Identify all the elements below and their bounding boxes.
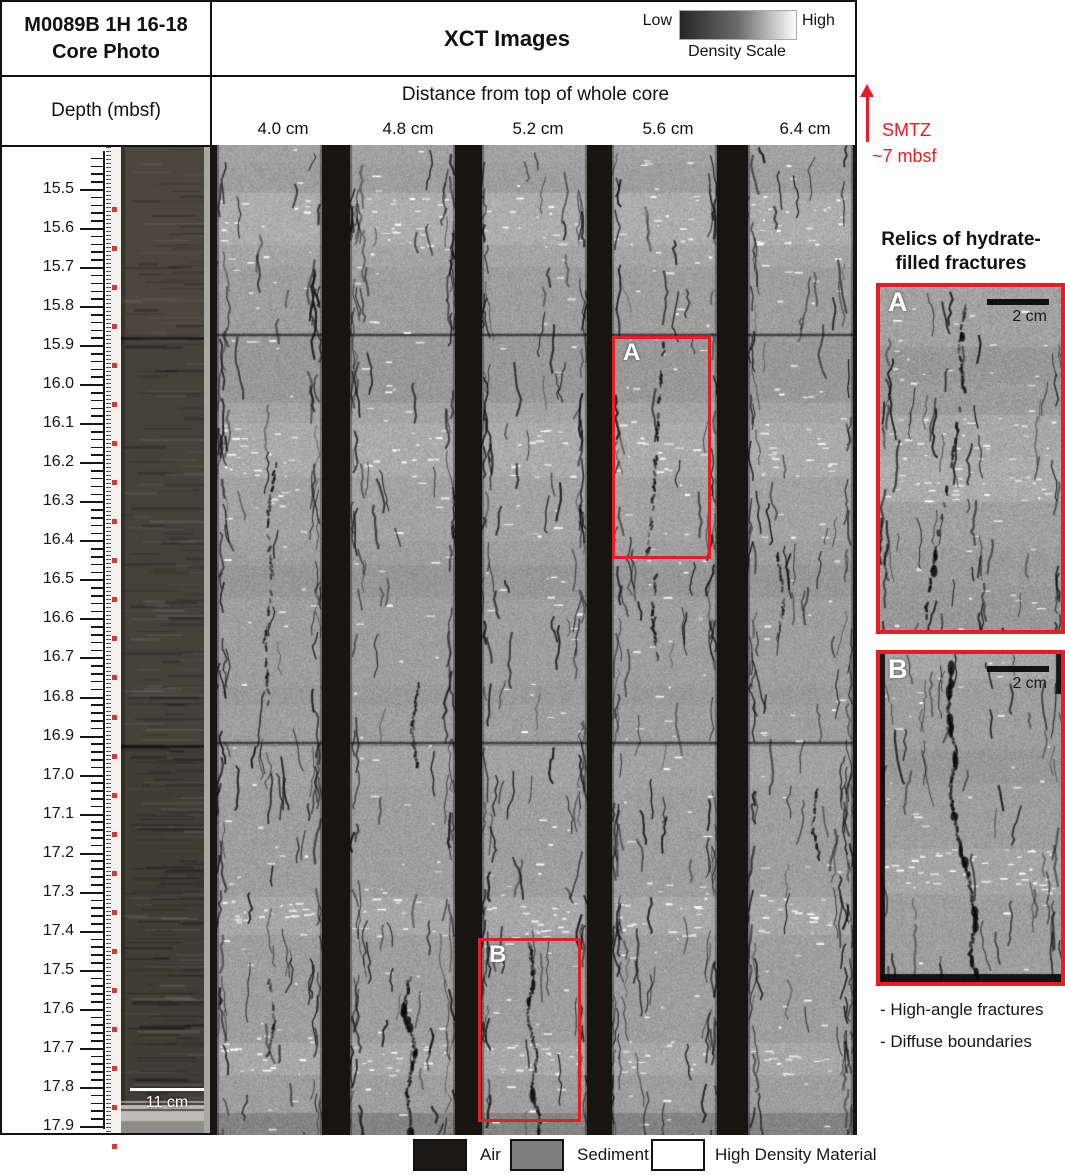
depth-tick-label: 15.9 xyxy=(42,336,74,354)
legend-swatch-sediment xyxy=(510,1139,564,1171)
tape-cm-mark xyxy=(112,480,117,485)
depth-tick-label: 17.9 xyxy=(42,1116,74,1134)
depth-scale-spine xyxy=(103,151,105,1129)
depth-tick-label: 15.5 xyxy=(42,180,74,197)
highlight-box-b xyxy=(478,938,581,1122)
density-high-label: High xyxy=(802,12,835,29)
depth-tick-label: 16.5 xyxy=(42,570,74,588)
depth-major-tick xyxy=(80,423,104,425)
depth-major-tick xyxy=(80,306,104,308)
tape-cm-mark xyxy=(112,402,117,407)
depth-tick-label: 15.7 xyxy=(42,258,74,276)
zoom-panel-b-scalebar-label: 2 cm xyxy=(1012,675,1047,692)
tape-cm-mark xyxy=(112,363,117,368)
core-photo-header-box xyxy=(0,0,212,77)
depth-tick-label: 17.2 xyxy=(42,843,74,861)
tape-cm-mark xyxy=(112,207,117,212)
zoom-panel-a-scalebar-label: 2 cm xyxy=(1012,308,1047,325)
depth-tick-label: 16.3 xyxy=(42,492,74,510)
depth-tick-label: 17.3 xyxy=(42,882,74,900)
depth-tick-label: 15.6 xyxy=(42,219,74,237)
core-photo-scalebar xyxy=(130,1088,204,1091)
tape-cm-mark xyxy=(112,793,117,798)
tape-cm-mark xyxy=(112,519,117,524)
tape-cm-mark xyxy=(112,754,117,759)
tape-cm-mark xyxy=(112,1105,117,1110)
core-photo-scalebar-label: 11 cm xyxy=(145,1094,189,1111)
density-legend xyxy=(0,1139,1065,1173)
density-gradient-bar xyxy=(679,10,797,40)
right-panel-title xyxy=(857,228,1065,276)
legend-label-high-density: High Density Material xyxy=(715,1145,877,1164)
xct-strip-6-4cm xyxy=(748,145,853,1135)
legend-swatch-air xyxy=(413,1139,467,1171)
depth-major-tick xyxy=(80,462,104,464)
depth-major-tick xyxy=(80,775,104,777)
tape-cm-mark xyxy=(112,910,117,915)
depth-tick-label: 17.5 xyxy=(42,960,74,978)
depth-major-tick xyxy=(80,814,104,816)
depth-major-tick xyxy=(80,228,104,230)
core-photo-title-line2: Core Photo xyxy=(52,40,160,63)
depth-tick-label: 16.0 xyxy=(42,375,74,393)
zoom-panel-a-image xyxy=(880,287,1061,630)
highlight-box-a-label: A xyxy=(623,339,641,366)
right-panel-title-line2: filled fractures xyxy=(895,252,1027,274)
depth-major-tick xyxy=(80,579,104,581)
zoom-panel-a-scalebar xyxy=(987,299,1049,305)
depth-tick-label: 17.8 xyxy=(42,1077,74,1095)
zoom-panel-a xyxy=(876,283,1065,634)
tape-cm-mark xyxy=(112,246,117,251)
depth-major-tick xyxy=(80,736,104,738)
smtz-arrow-head xyxy=(860,84,874,97)
right-panel-title-line1: Relics of hydrate- xyxy=(881,229,1041,250)
measuring-tape-marks xyxy=(112,147,121,1133)
tape-cm-mark xyxy=(112,832,117,837)
depth-major-tick xyxy=(80,384,104,386)
tape-cm-mark xyxy=(112,324,117,329)
depth-major-tick xyxy=(80,1126,104,1128)
tape-cm-mark xyxy=(112,441,117,446)
tape-cm-mark xyxy=(112,715,117,720)
zoom-panel-b xyxy=(876,650,1065,986)
xct-strip-panel xyxy=(210,145,857,1135)
zoom-panel-a-label: A xyxy=(888,287,908,317)
tape-cm-mark xyxy=(112,597,117,602)
depth-tick-label: 16.6 xyxy=(42,609,74,627)
depth-major-tick xyxy=(80,657,104,659)
zoom-panel-b-scalebar xyxy=(987,666,1049,672)
depth-major-tick xyxy=(80,1009,104,1011)
depth-major-tick xyxy=(80,1048,104,1050)
tape-cm-mark xyxy=(112,285,117,290)
measuring-tape xyxy=(106,147,121,1133)
xct-strip-5-6cm xyxy=(612,145,717,1135)
depth-major-tick xyxy=(80,853,104,855)
column-label-5: 6.4 cm xyxy=(779,119,831,138)
depth-major-tick xyxy=(80,501,104,503)
depth-axis-header: Depth (mbsf) xyxy=(0,75,212,147)
legend-label-air: Air xyxy=(480,1145,501,1164)
core-photo-title xyxy=(24,12,187,66)
highlight-box-b-label: B xyxy=(489,941,507,968)
tape-cm-mark xyxy=(112,949,117,954)
core-photo-panel xyxy=(0,145,212,1135)
distance-header-label: Distance from top of whole core xyxy=(401,84,670,105)
depth-major-tick xyxy=(80,540,104,542)
tape-cm-mark xyxy=(112,1027,117,1032)
depth-major-tick xyxy=(80,1087,104,1089)
column-label-4: 5.6 cm xyxy=(642,119,694,138)
depth-major-tick xyxy=(80,892,104,894)
legend-label-sediment: Sediment xyxy=(577,1145,649,1164)
smtz-annotation xyxy=(860,84,970,179)
tape-cm-mark xyxy=(112,1066,117,1071)
depth-major-tick xyxy=(80,618,104,620)
xct-header-box xyxy=(210,0,857,77)
depth-major-tick xyxy=(80,345,104,347)
smtz-depth-label: ~7 mbsf xyxy=(872,146,937,166)
depth-major-tick xyxy=(80,267,104,269)
density-scale-caption: Density Scale xyxy=(688,43,786,60)
tape-cm-mark xyxy=(112,871,117,876)
column-label-3: 5.2 cm xyxy=(512,119,564,138)
smtz-arrow-shaft xyxy=(866,94,869,142)
tape-cm-mark xyxy=(112,636,117,641)
depth-tick-label: 16.7 xyxy=(42,648,74,666)
depth-major-tick xyxy=(80,189,104,191)
depth-tick-label: 16.8 xyxy=(42,687,74,705)
depth-tick-label: 16.9 xyxy=(42,726,74,744)
tape-cm-mark xyxy=(112,558,117,563)
highlight-box-a xyxy=(612,336,711,559)
depth-major-tick xyxy=(80,931,104,933)
zoom-panel-b-label: B xyxy=(888,654,908,684)
column-label-1: 4.0 cm xyxy=(257,119,309,138)
depth-tick-label: 17.1 xyxy=(42,804,74,822)
xct-strip-4-8cm xyxy=(350,145,455,1135)
density-low-label: Low xyxy=(642,12,672,29)
depth-tick-label: 17.0 xyxy=(42,765,74,783)
depth-tick-label: 16.4 xyxy=(42,531,74,549)
note-diffuse-boundaries: - Diffuse boundaries xyxy=(880,1032,1032,1051)
column-label-2: 4.8 cm xyxy=(382,119,434,138)
note-high-angle-fractures: - High-angle fractures xyxy=(880,1000,1044,1019)
legend-swatch-high-density xyxy=(651,1139,705,1171)
depth-tick-label: 17.4 xyxy=(42,921,74,939)
smtz-label: SMTZ xyxy=(882,120,931,140)
tape-cm-mark xyxy=(112,675,117,680)
depth-tick-label: 17.7 xyxy=(42,1038,74,1056)
depth-major-tick xyxy=(80,697,104,699)
tape-cm-mark xyxy=(112,988,117,993)
depth-tick-label: 15.8 xyxy=(42,297,74,315)
depth-tick-label: 16.2 xyxy=(42,453,74,471)
core-photo-title-line1: M0089B 1H 16-18 xyxy=(24,13,188,36)
depth-tick-label: 16.1 xyxy=(42,414,74,432)
depth-major-tick xyxy=(80,970,104,972)
xct-images-title: XCT Images xyxy=(444,26,570,51)
core-photo-image xyxy=(121,147,204,1133)
xct-strip-4-0cm xyxy=(217,145,322,1135)
depth-scale xyxy=(2,147,106,1133)
zoom-panel-b-image xyxy=(880,654,1061,982)
depth-tick-label: 17.6 xyxy=(42,999,74,1017)
distance-header-box xyxy=(210,75,857,147)
